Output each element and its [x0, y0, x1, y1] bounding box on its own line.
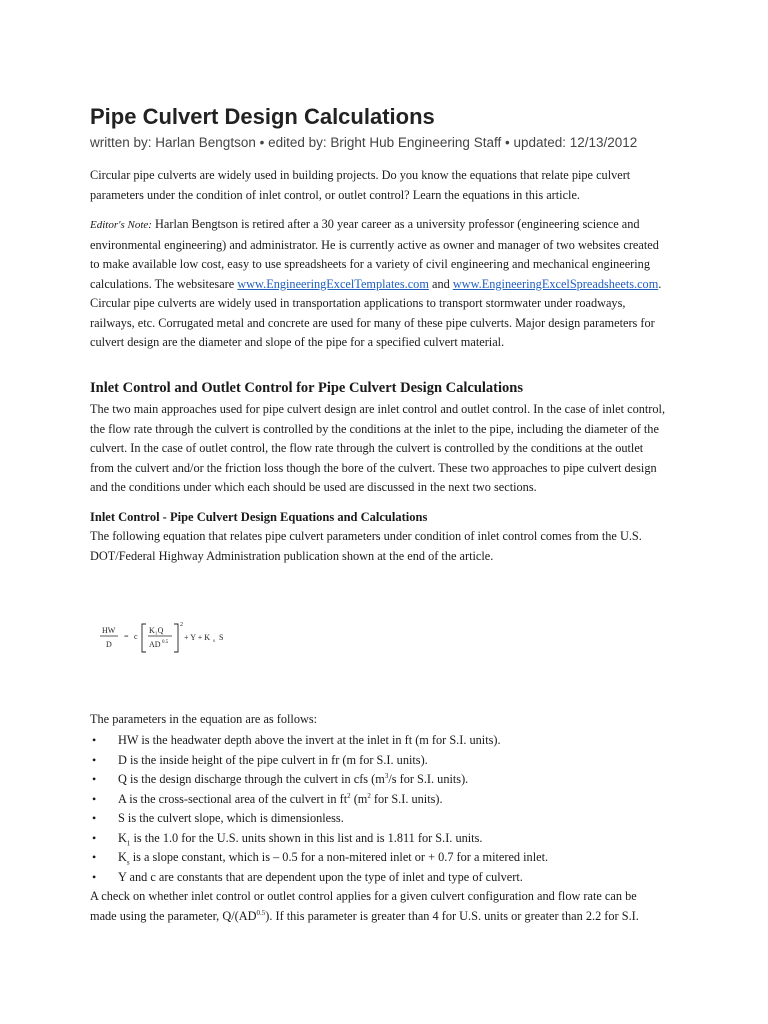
inlet-control-equation [98, 618, 258, 658]
params-intro [90, 710, 660, 730]
list-item [90, 790, 548, 810]
bullet-icon: • [92, 830, 97, 845]
list-item [90, 731, 548, 751]
intro-line: Circular pipe culverts are widely used in building projects. Do you know the equations that relate pipe culvert [90, 168, 631, 182]
section1-line: The two main approaches used for pipe culvert design are inlet control and outlet control. In the case of inlet control, [90, 402, 666, 416]
editor-note-text: . [658, 276, 662, 291]
list-item-text: K [118, 830, 127, 845]
list-item-text: is the 1.0 for the U.S. units shown in this list and is 1.811 for S.I. units. [130, 830, 483, 845]
parameter-list [90, 731, 548, 887]
list-item [90, 829, 548, 849]
editor-note-text: Circular pipe culverts are widely used in transportation applications to transport stormwater under roadways, [90, 296, 626, 310]
closing-line: A check on whether inlet control or outlet control applies for a given culvert configuration and flow rate can be [90, 889, 637, 903]
section2-line: The following equation that relates pipe culvert parameters under condition of inlet control comes from the U.S. [90, 529, 642, 543]
section2-paragraph [90, 527, 660, 566]
superscript: 2 [347, 791, 351, 800]
equation-den-exponent: 0.5 [162, 640, 169, 645]
list-item-text: HW is the headwater depth above the invert at the inlet in ft (m for S.I. units). [118, 733, 501, 747]
list-item [90, 809, 548, 829]
editor-note-text: environmental engineering) and administrator. He is currently active as owner and manager of two websites created [90, 237, 659, 252]
bullet-icon: • [92, 791, 97, 806]
list-item-text: is a slope constant, which is – 0.5 for a non-mitered inlet or + 0.7 for a mitered inlet. [129, 850, 549, 864]
equation-equals: = [124, 632, 129, 641]
equation-outer-exponent: 2 [180, 622, 183, 628]
list-item [90, 868, 548, 888]
list-item-text: /s for S.I. units). [388, 772, 469, 786]
bullet-icon: • [92, 811, 97, 825]
equation-tail-subscript: s [213, 639, 215, 644]
editor-note [90, 215, 660, 353]
section2-line: DOT/Federal Highway Administration publication shown at the end of the article. [90, 548, 494, 563]
list-item [90, 751, 548, 771]
list-item [90, 848, 548, 868]
editor-note-label: Editor's Note: [90, 219, 152, 231]
closing-line: made using the parameter, Q/(AD [90, 908, 257, 923]
equation-tail: + Y + K [184, 633, 210, 642]
list-item-text: Q is the design discharge through the culvert in cfs (m [118, 772, 385, 786]
closing-line: ). If this parameter is greater than 4 for U.S. units or greater than 2.2 for S.I. [265, 908, 639, 923]
list-item-text: S is the culvert slope, which is dimensionless. [118, 811, 344, 825]
intro-paragraph [90, 166, 660, 205]
section-heading-inlet-control: Inlet Control - Pipe Culvert Design Equations and Calculations [90, 510, 428, 524]
equation-c: c [134, 632, 138, 641]
section1-line: from the culvert and/or the friction loss though the bore of the culvert. These two approaches to pipe culvert design [90, 460, 657, 475]
editor-note-text: and [428, 276, 453, 291]
params-intro-text: The parameters in the equation are as follows: [90, 712, 318, 726]
superscript: 0.5 [256, 908, 266, 917]
bullet-icon: • [92, 850, 97, 864]
subscript: 1 [126, 838, 131, 847]
section1-line: culvert. In the case of outlet control, the flow rate through the culvert is controlled by the conditions at the outlet [90, 441, 644, 455]
byline: written by: Harlan Bengtson • edited by: Bright Hub Engineering Staff • updated: 12/13/2012 [90, 135, 638, 150]
section-heading-inlet-outlet: Inlet Control and Outlet Control for Pipe Culvert Design Calculations [90, 380, 523, 396]
list-item-text: (m [350, 791, 368, 806]
equation-numerator: K₁Q [149, 626, 164, 635]
equation-d: D [106, 640, 112, 649]
section1-line: and the conditions under which each should be used are discussed in the next two sections. [90, 480, 537, 494]
intro-line: parameters under the condition of inlet control, or outlet control? Learn the equations in this article. [90, 187, 581, 202]
list-item-text: K [118, 850, 127, 864]
section1-paragraph [90, 400, 666, 498]
list-item-text: for S.I. units). [370, 791, 443, 806]
list-item [90, 770, 548, 790]
editor-note-text: to make available low cost, easy to use spreadsheets for a variety of civil engineering and mechanical engineering [90, 257, 650, 271]
equation-tail-end: S [219, 633, 224, 642]
list-item-text: D is the inside height of the pipe culvert in fr (m for S.I. units). [118, 752, 428, 767]
editor-note-text: calculations. The websitesare [90, 276, 238, 291]
editor-note-text: Harlan Bengtson is retired after a 30 year career as a university professor (engineering science and [151, 217, 640, 231]
list-item-text: A is the cross-sectional area of the culvert in ft [118, 791, 348, 806]
bullet-icon: • [92, 733, 97, 747]
superscript: 3 [384, 771, 389, 780]
list-item-text: Y and c are constants that are dependent upon the type of inlet and type of culvert. [118, 869, 523, 884]
equation-hw: HW [102, 626, 116, 635]
bullet-icon: • [92, 752, 97, 767]
engineering-excel-templates-link[interactable]: www.EngineeringExcelTemplates.com [237, 276, 429, 291]
bullet-icon: • [92, 869, 97, 884]
superscript: 2 [367, 791, 371, 800]
page-title: Pipe Culvert Design Calculations [90, 104, 435, 129]
editor-note-text: railways, etc. Corrugated metal and concrete are used for many of these pipe culverts. Major design parameters for [90, 315, 655, 330]
bullet-icon: • [92, 772, 97, 786]
section1-line: the flow rate through the culvert is controlled by the conditions at the inlet to the pipe, including the diameter of the [90, 421, 659, 436]
subscript: s [126, 858, 130, 867]
editor-note-text: culvert design are the diameter and slope of the pipe for a specified culvert material. [90, 335, 505, 349]
engineering-excel-spreadsheets-link[interactable]: www.EngineeringExcelSpreadsheets.com [452, 276, 659, 291]
closing-paragraph [90, 887, 660, 926]
equation-denominator: AD [149, 640, 161, 649]
